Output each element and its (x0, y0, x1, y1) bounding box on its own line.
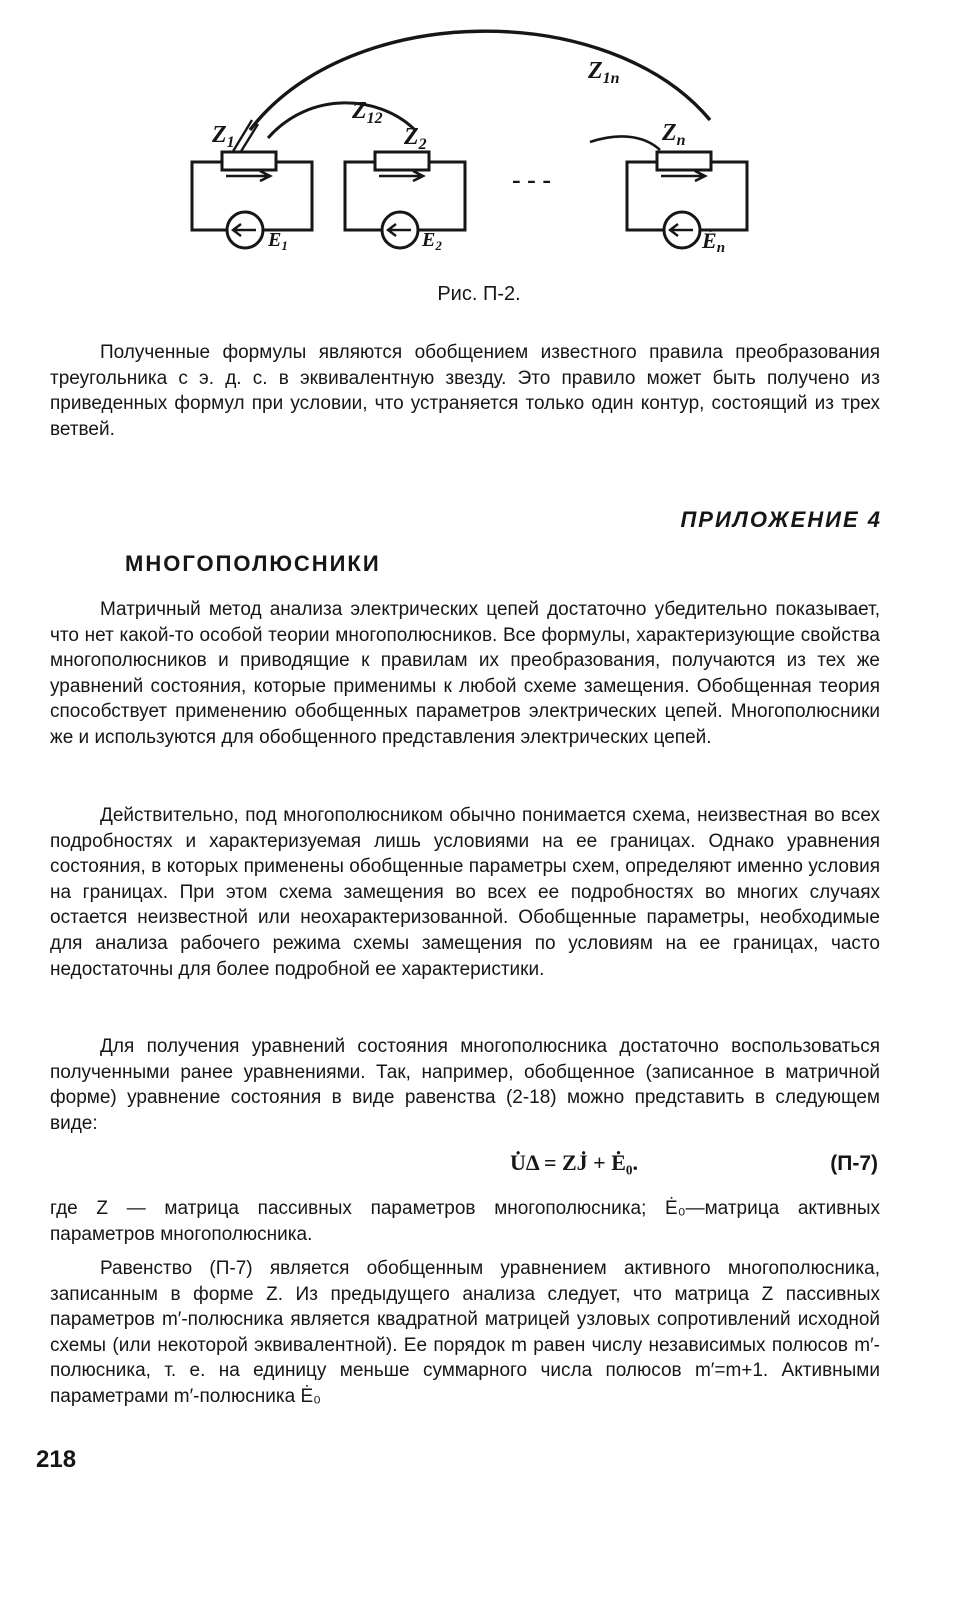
paragraph-5: Равенство (П-7) является обобщенным уравнением активного многополюсника, записанным в форме Z. Из предыдущего анализа следует, что матрица Z пассивных параметров m′-полюсника является квадратной матрицей узловых сопротивлений исходной схемы (или некоторой эквивалентной). Ее порядок m равен числу независимых полюсов m′-полюсника, т. е. на единицу меньше суммарного числа полюсов m′=m+1. Активными параметрами m′-полюсника Ė₀ (50, 1258, 880, 1407)
label-zn: $Z_n$ (662, 120, 686, 149)
circuit-n (627, 152, 747, 248)
label-z2: $Z_2$ (404, 124, 427, 153)
page-number: 218 (36, 1446, 77, 1473)
section-title: МНОГОПОЛЮСНИКИ (125, 551, 381, 576)
paragraph-2: Действительно, под многополюсником обычно понимается схема, неизвестная во всех подробностях и характеризуемая лишь условиями на ее границах. Однако уравнения состояния, в которых применены обобщенные параметры схем, определяют именно условия на границах. При этом схема замещения во всех ее подробностях во многих случаях остается неизвестной или неохарактеризованной. Обобщенные параметры, необходимые для анализа рабочего режима схемы замещения по условиям на ее границах, часто недостаточны для более подробной ее характеристики. (50, 805, 880, 980)
label-e1: $Ė_1$ (268, 229, 288, 253)
paragraph-3: Для получения уравнений состояния многополюсника достаточно воспользоваться полученными ранее уравнениями. Так, например, обобщенное (записанное в матричной форме) уравнение состояния в виде равенства (2-18) можно представить в следующем виде: (50, 1036, 880, 1134)
label-z1: $Z_1$ (212, 122, 235, 151)
label-en: Ėn (702, 228, 726, 256)
arc-z1n (250, 31, 710, 130)
circuit-1 (192, 152, 312, 248)
paragraph-4: где Z — матрица пассивных параметров многополюсника; Ė₀—матрица активных параметров многополюсника. (50, 1198, 880, 1245)
circuit-figure (150, 20, 810, 260)
appendix-label: ПРИЛОЖЕНИЕ 4 (680, 507, 882, 532)
circuit-2 (345, 152, 465, 248)
equation-p7: U̇Δ = ZJ̇ + Ė₀. (510, 1150, 638, 1175)
arc-z12 (268, 103, 415, 138)
equation-number: (П-7) (830, 1152, 878, 1175)
label-z12: $Z_{12}$ (352, 98, 383, 127)
label-z1n: $Z_{1n}$ (588, 58, 620, 87)
label-e2: $Ė_2$ (422, 229, 442, 253)
label-dots: - - - (512, 165, 551, 194)
figure-caption: Рис. П-2. (437, 283, 521, 305)
paragraph-1: Матричный метод анализа электрических цепей достаточно убедительно показывает, что нет какой-то особой теории многополюсников. Все формулы, характеризующие свойства многополюсников и приводящие к правилам их преобразования, получаются из тех же уравнений состояния, которые применимы к любой схеме замещения. Обобщенная теория способствует применению обобщенных параметров электрических цепей. Многополюсники же и используются для обобщенного представления электрических цепей. (50, 599, 880, 748)
paragraph-intro: Полученные формулы являются обобщением известного правила преобразования треугольника с э. д. с. в эквивалентную звезду. Это правило может быть получено из приведенных формул при условии, что устраняется только один контур, состоящий из трех ветвей. (50, 342, 880, 440)
